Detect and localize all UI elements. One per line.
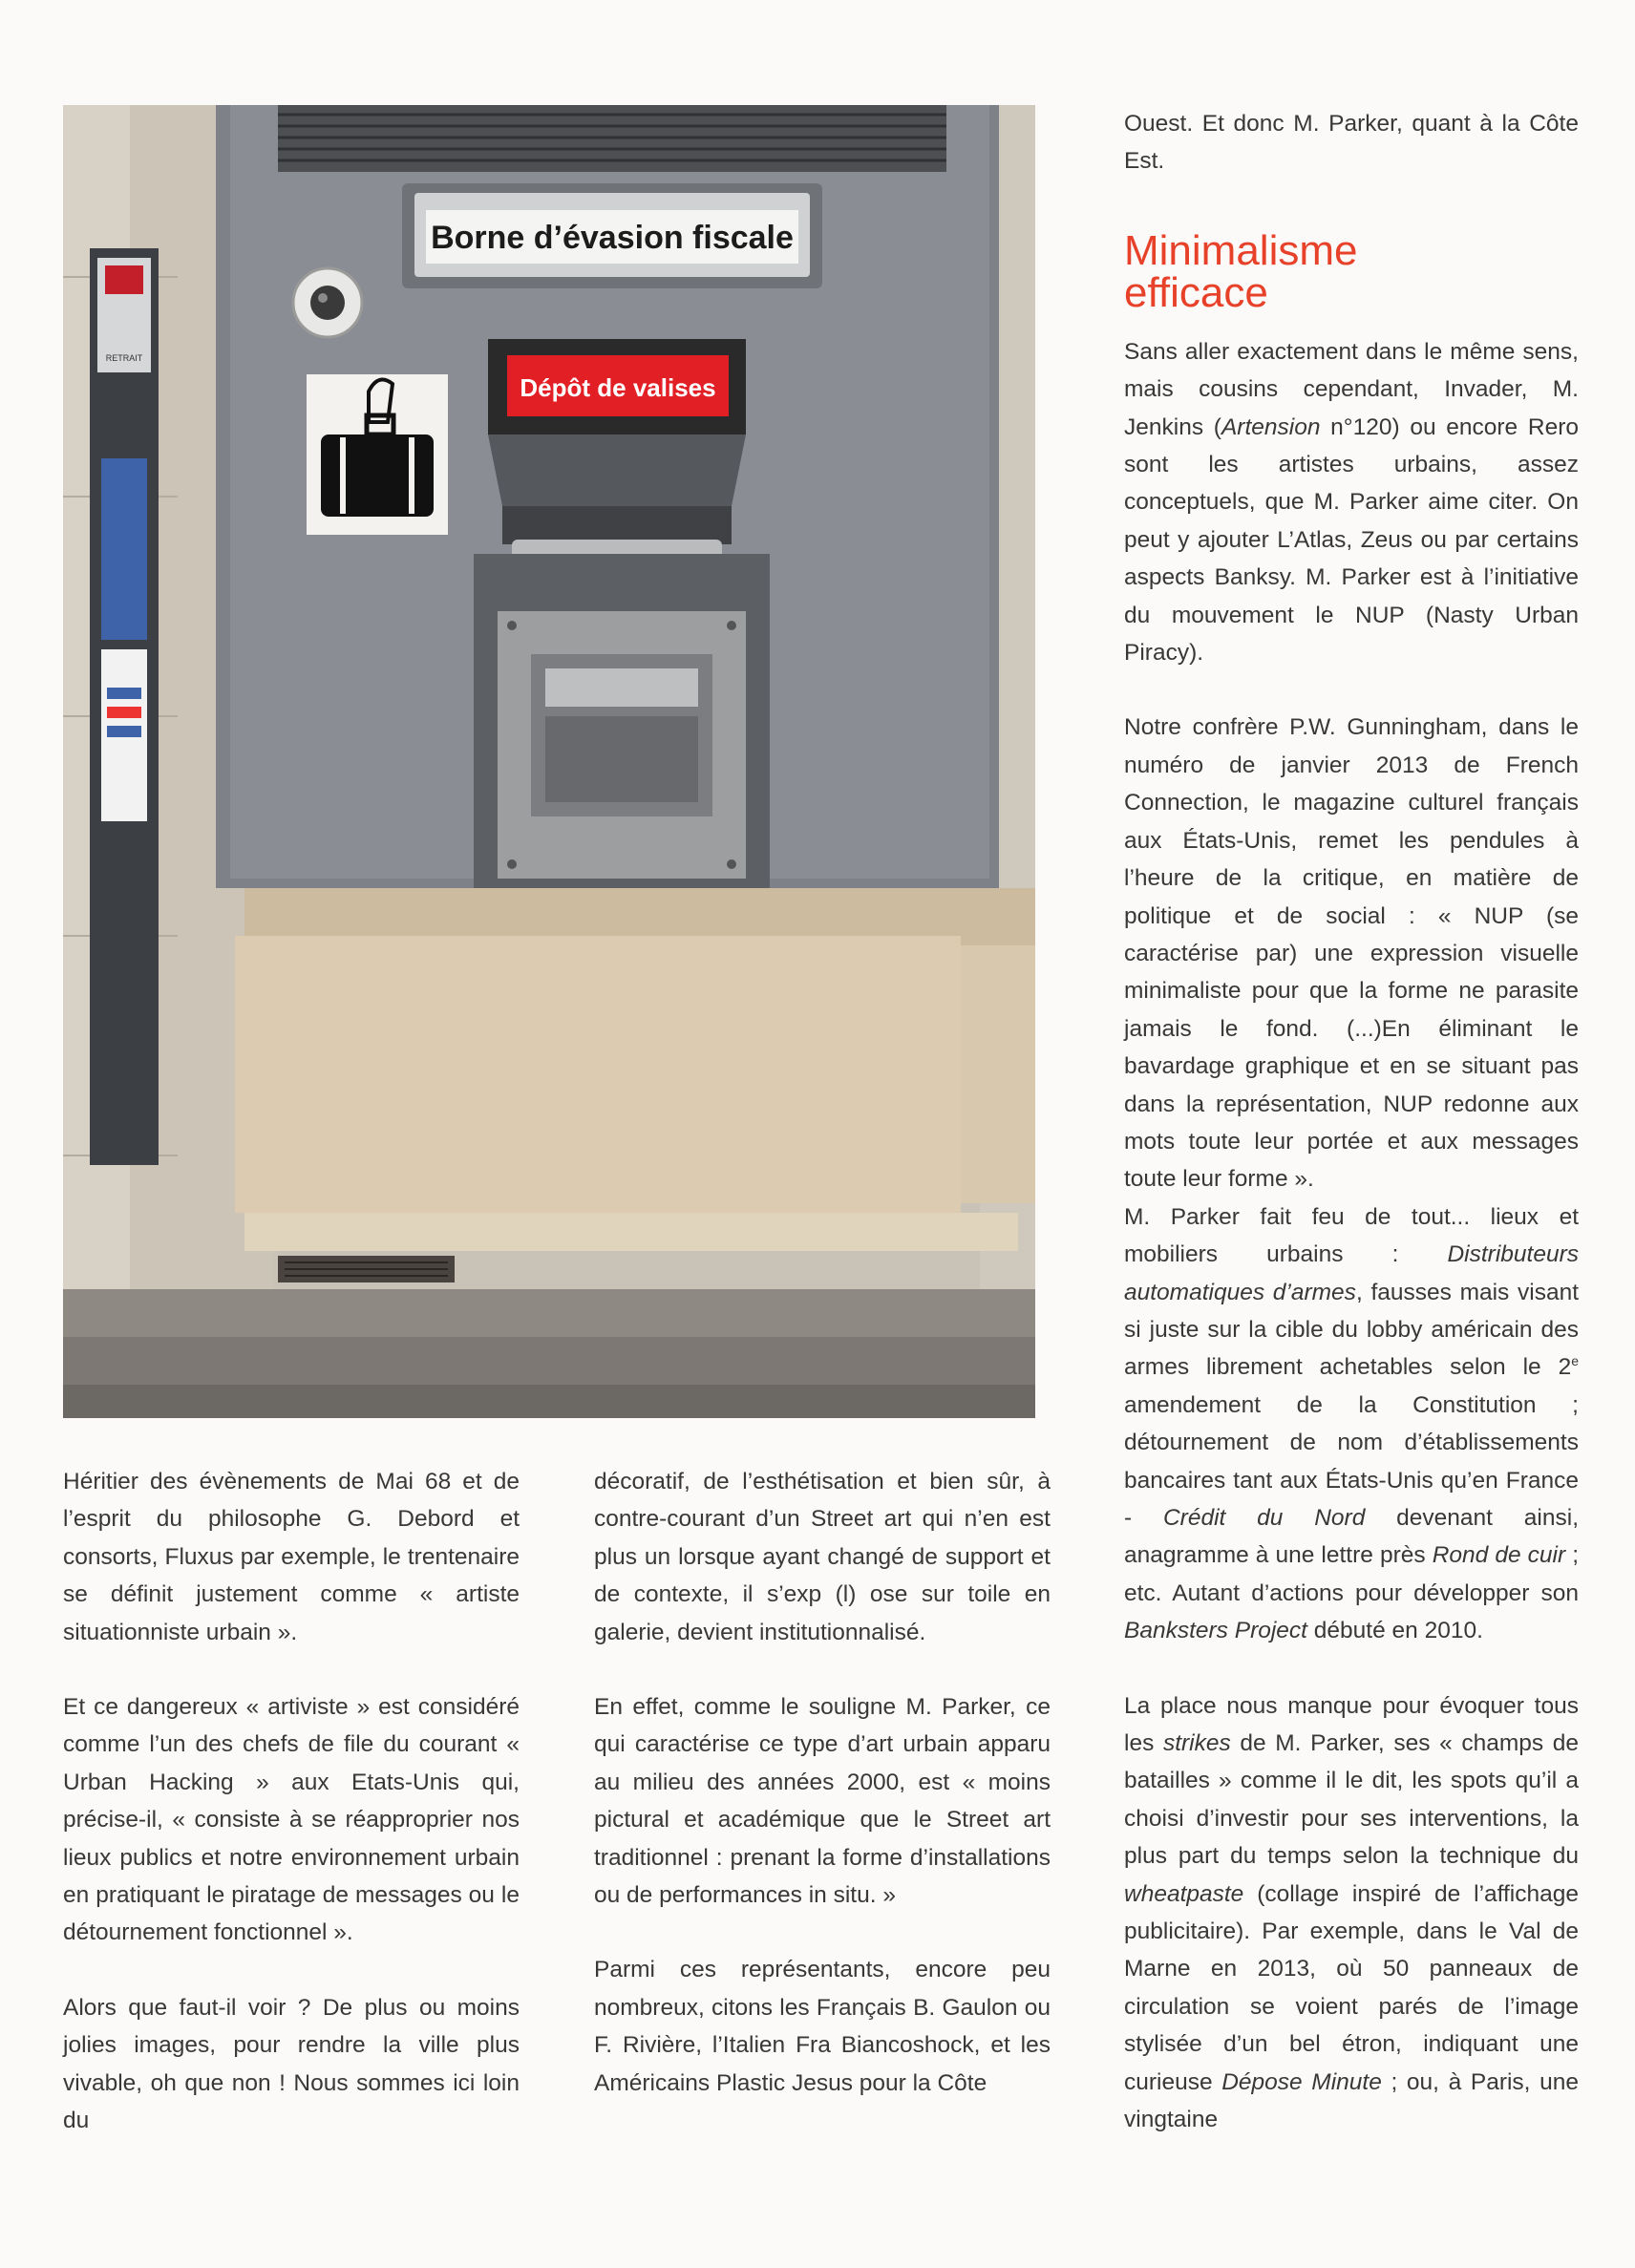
paragraph: Sans aller exactement dans le même sens, mais cousins cependant, Invader, M. Jenkins (Artension n°120) ou encore Rero sont les artistes urbains, assez conceptuels, que M. Parker aime citer. On peut y ajouter L’Atlas, Zeus ou par certains aspects Banksy. M. Parker est à l’initiative du mouvement le NUP (Nasty Urban Piracy). xyxy=(1124,338,1579,667)
paragraph: La place nous manque pour évoquer tous les strikes de M. Parker, ses « champs de batailles » comme il le dit, les spots qu’il a choisi d’investir pour ses interventions, la plus part du temps selon la technique du wheatpaste (collage inspiré de l’affichage publicitaire). Par exemple, dans le Val de Marne en 2013, où 50 panneaux de circulation se voient parés de l’image stylisée d’un bel étron, indiquant une curieuse Dépose Minute ; ou, à Paris, une vingtaine xyxy=(1124,1692,1579,2133)
paragraph: En effet, comme le souligne M. Parker, ce qui caractérise ce type d’art urbain apparu au milieu des années 2000, est « moins pictural et académique que le Street art traditionnel : prenant la forme d’installations ou de performances in situ. » xyxy=(594,1694,1051,1909)
paragraph: Parmi ces représentants, encore peu nombreux, citons les Français B. Gaulon ou F. Rivière, l’Italien Fra Biancoshock, et les Américains Plastic Jesus pour la Côte xyxy=(594,1957,1051,2096)
paragraph: décoratif, de l’esthétisation et bien sûr, à contre-courant d’un Street art qui n’en est plus un lorsque ayant changé de support et de contexte, il s’exp (l) ose sur toile en galerie, devient institutionnalisé. xyxy=(594,1469,1051,1645)
paragraph: M. Parker fait feu de tout... lieux et mobiliers urbains : Distributeurs automatiques d’armes, fausses mais visant si juste sur la cible du lobby américain des armes librement achetables selon le 2e amendement de la Constitution ; détournement de nom d’établissements bancaires tant aux États-Unis qu’en France - Crédit du Nord devenant ainsi, anagramme à une lettre près Rond de cuir ; etc. Autant d’actions pour développer son Banksters Project débuté en 2010. xyxy=(1124,1203,1579,1644)
paragraph: Notre confrère P.W. Gunningham, dans le numéro de janvier 2013 de French Connection, le magazine culturel français aux États-Unis, remet les pendules à l’heure de la critique, en matière de politique et de social : « NUP (se caractérise par) une expression visuelle minimaliste pour que la forme ne parasite jamais le fond. (...)En éliminant le bavardage graphique et en se situant pas dans la représentation, NUP redonne aux mots toute leur portée et aux messages toute leur forme ». xyxy=(1124,714,1579,1193)
paragraph: Alors que faut-il voir ? De plus ou moins jolies images, pour rendre la ville plus vivable, oh que non ! Nous sommes ici loin du xyxy=(63,1994,520,2134)
sign-red-text: Dépôt de valises xyxy=(520,373,716,402)
section-heading xyxy=(1124,226,1579,316)
paragraph: Ouest. Et donc M. Parker, quant à la Côte Est. xyxy=(1124,111,1579,175)
kiosk-label: RETRAIT xyxy=(105,353,143,363)
text-column-left xyxy=(63,1463,520,2140)
heading-line: Minimalisme xyxy=(1124,226,1358,274)
heading-line: efficace xyxy=(1124,268,1268,316)
paragraph: Et ce dangereux « artiviste » est considéré comme l’un des chefs de file du courant « Urban Hacking » aux Etats-Unis qui, précise-il, « consiste à se réapproprier nos lieux publics et notre environnement urbain en pratiquant le piratage de messages ou le détournement fonctionnel ». xyxy=(63,1694,520,1946)
article-photo xyxy=(63,105,1035,1418)
suitcase-icon xyxy=(307,374,448,535)
text-column-right xyxy=(1124,105,1579,2139)
paragraph: Héritier des évènements de Mai 68 et de l’esprit du philosophe G. Debord et consorts, Fluxus par exemple, le trentenaire se définit justement comme « artiste situationniste urbain ». xyxy=(63,1469,520,1645)
sign-top-text: Borne d’évasion fiscale xyxy=(431,220,794,256)
text-column-middle xyxy=(594,1463,1051,2102)
